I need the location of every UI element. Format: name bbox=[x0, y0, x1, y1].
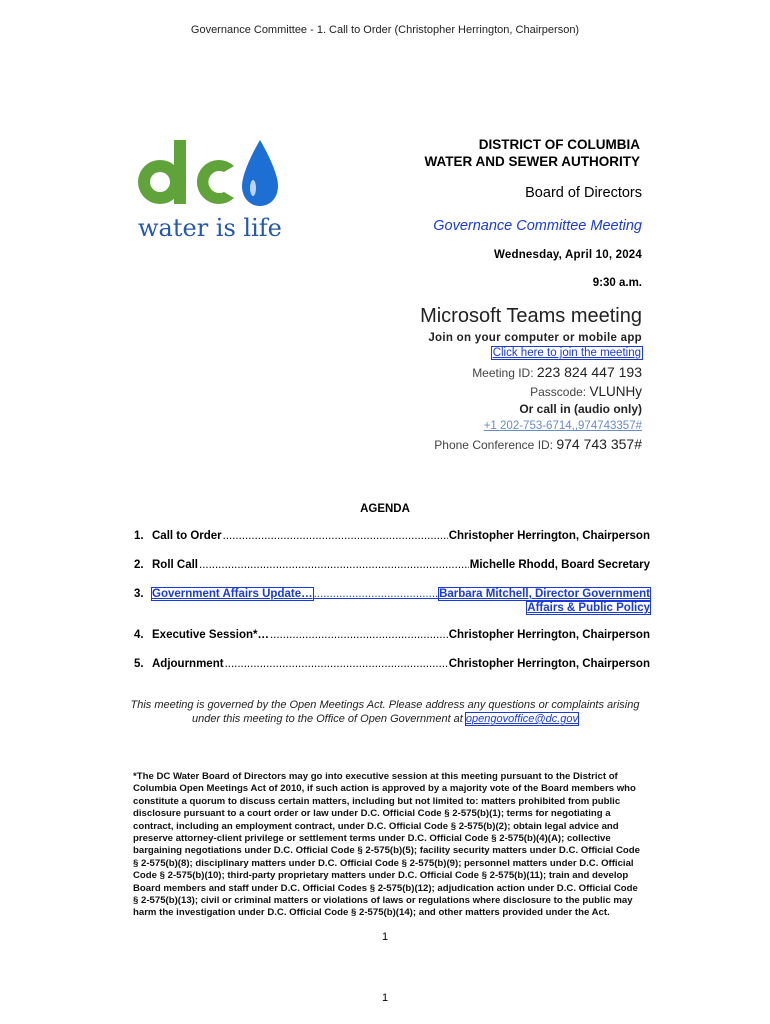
agenda-item-number: 4. bbox=[134, 629, 144, 641]
agenda-item-roll-call bbox=[134, 559, 650, 571]
leader-dots bbox=[199, 559, 469, 571]
call-in-label: Or call in (audio only) bbox=[519, 402, 642, 416]
org-line-1: DISTRICT OF COLUMBIA bbox=[478, 137, 640, 152]
logo-d-counter bbox=[150, 172, 170, 192]
agenda-item-number: 2. bbox=[134, 559, 144, 571]
org-line-2: WATER AND SEWER AUTHORITY bbox=[424, 154, 640, 169]
meeting-id-value: 223 824 447 193 bbox=[536, 364, 642, 380]
agenda-item-title: Roll Call bbox=[152, 559, 199, 571]
teams-subtitle: Join on your computer or mobile app bbox=[428, 332, 642, 344]
executive-session-footnote: *The DC Water Board of Directors may go into executive session at this meeting pursuant to the District of Columbia Open Meetings Act of 2010, if such action is approved by a majority vote of the Board members who constitute a quorum to discuss certain matters, including but not limited to: matters prohibited from public disclosure pursuant to a court order or law under D.C. Official Code § 2-575(b)(1); terms for negotiating a contract, including an employment contract, under D.C. Official Code § 2-575(b)(2); obtain legal advice and preserve attorney-client privilege or settlement terms under D.C. Official Code § 2-575(b)(4)(A); collective bargaining negotiations under D.C. Official Code § 2-575(b)(5); facility security matters under D.C. Official Code § 2-575(b)(8); disciplinary matters under D.C. Official Code § 2-575(b)(9); personnel matters under D.C. Official Code § 2-575(b)(10); third-party proprietary matters under D.C. Official Code § 2-575(b)(11); train and develop Board members and staff under D.C. Official Codes § 2-575(b)(12); adjudication action under D.C. Official Code § 2-575(b)(13); civil or criminal matters or violations of laws or regulations where disclosure to the public may harm the investigation under D.C. Official Code § 2-575(b)(14); and other matters provided under the Act. bbox=[133, 771, 640, 919]
passcode-label: Passcode: bbox=[530, 385, 590, 399]
leader-dots bbox=[314, 588, 438, 600]
agenda-item-speaker: Christopher Herrington, Chairperson bbox=[448, 658, 650, 670]
agenda-item-call-to-order bbox=[134, 530, 650, 542]
meeting-time: 9:30 a.m. bbox=[592, 277, 642, 289]
page-number-inner: 1 bbox=[381, 931, 389, 943]
dc-water-logo bbox=[136, 136, 296, 246]
logo-tagline: water is life bbox=[138, 214, 282, 242]
agenda-item-title: Adjournment bbox=[152, 658, 224, 670]
join-meeting-link[interactable]: Click here to join the meeting bbox=[492, 347, 641, 359]
agenda-item-number: 3. bbox=[134, 588, 144, 600]
agenda-item-executive-session bbox=[134, 629, 650, 641]
agenda-item-number: 5. bbox=[134, 658, 144, 670]
agenda-item-title: Call to Order bbox=[152, 530, 222, 542]
agenda-item-speaker: Barbara Mitchell, Director Government bbox=[439, 588, 650, 600]
meeting-date: Wednesday, April 10, 2024 bbox=[494, 249, 642, 261]
leader-dots bbox=[270, 629, 448, 641]
water-drop-highlight bbox=[250, 180, 256, 196]
org-name bbox=[425, 136, 641, 170]
leader-dots bbox=[225, 658, 448, 670]
agenda-heading: AGENDA bbox=[360, 503, 410, 515]
agenda-item-number: 1. bbox=[134, 530, 144, 542]
open-government-email-link[interactable]: opengovoffice@dc.gov bbox=[465, 713, 578, 725]
agenda-item-government-affairs[interactable] bbox=[134, 588, 650, 600]
conference-id-label: Phone Conference ID: bbox=[434, 438, 557, 452]
water-drop-icon bbox=[242, 140, 278, 206]
agenda-item-title: Executive Session*… bbox=[152, 629, 269, 641]
passcode-value: VLUNHy bbox=[589, 384, 642, 399]
passcode bbox=[530, 384, 642, 399]
logo-c bbox=[197, 160, 234, 204]
notice-text: This meeting is governed by the Open Meetings Act. Please address any questions or complaints arising under this meeting to the Office of Open Government at bbox=[130, 699, 640, 725]
page-number-outer: 1 bbox=[381, 992, 389, 1004]
meeting-id bbox=[472, 364, 642, 380]
agenda-item-speaker-line2[interactable]: Affairs & Public Policy bbox=[527, 602, 650, 614]
conference-id bbox=[434, 436, 642, 452]
conference-id-value: 974 743 357# bbox=[556, 436, 642, 452]
logo-d-stem bbox=[174, 140, 186, 204]
open-meetings-notice bbox=[120, 698, 650, 726]
agenda-item-speaker: Michelle Rhodd, Board Secretary bbox=[469, 559, 650, 571]
leader-dots bbox=[223, 530, 448, 542]
government-affairs-speaker-link[interactable] bbox=[439, 588, 650, 600]
agenda-item-speaker: Christopher Herrington, Chairperson bbox=[448, 629, 650, 641]
agenda-item-adjournment bbox=[134, 658, 650, 670]
running-header: Governance Committee - 1. Call to Order (Christopher Herrington, Chairperson) bbox=[190, 24, 580, 36]
government-affairs-link[interactable]: Government Affairs Update… bbox=[152, 588, 313, 600]
meeting-id-label: Meeting ID: bbox=[472, 366, 537, 380]
agenda-item-speaker: Christopher Herrington, Chairperson bbox=[448, 530, 650, 542]
board-title: Board of Directors bbox=[525, 185, 642, 201]
agenda-item-speaker-line2-wrap[interactable] bbox=[527, 602, 650, 614]
teams-title: Microsoft Teams meeting bbox=[420, 305, 642, 327]
phone-number-link[interactable]: +1 202-753-6714,,974743357# bbox=[483, 420, 642, 432]
meeting-name: Governance Committee Meeting bbox=[433, 218, 642, 234]
